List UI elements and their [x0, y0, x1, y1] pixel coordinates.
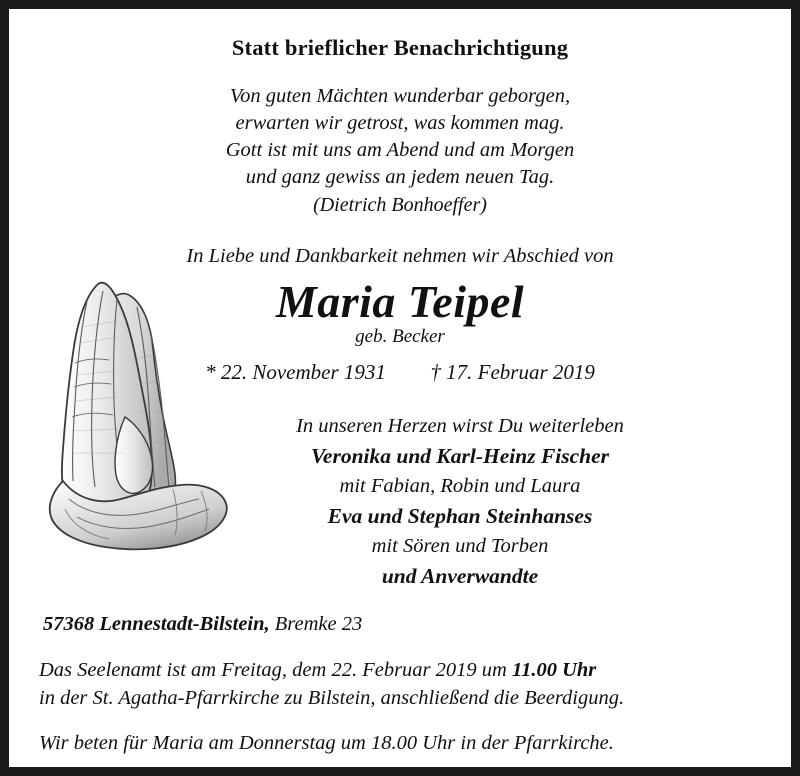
- deceased-maiden-name: geb. Becker: [355, 326, 445, 347]
- family-line: Eva und Stephan Steinhanses: [327, 504, 593, 528]
- service-time: 11.00 Uhr: [511, 659, 597, 681]
- deceased-name: Maria Teipel: [275, 276, 525, 327]
- family-block: [35, 411, 765, 591]
- obituary-content: [9, 9, 791, 767]
- verse-attribution: (Dietrich Bonhoeffer): [313, 194, 487, 216]
- death-date: † 17. Februar 2019: [430, 360, 595, 384]
- verse-line-3: Gott ist mit uns am Abend und am Morgen: [225, 139, 575, 161]
- address-line: [35, 613, 765, 636]
- page-title: Statt brieflicher Benachrichtigung: [231, 35, 569, 60]
- life-dates: [35, 360, 765, 385]
- verse-line-2: erwarten wir getrost, was kommen mag.: [235, 112, 565, 134]
- birth-date: * 22. November 1931: [205, 360, 386, 384]
- service-text-before: Das Seelenamt ist am Freitag, dem 22. Februar 2019 um: [39, 659, 512, 681]
- prayer-info: Wir beten für Maria am Donnerstag um 18.00 Uhr in der Pfarrkirche.: [39, 732, 614, 754]
- service-location: in der St. Agatha-Pfarrkirche zu Bilstein, anschließend die Beerdigung.: [39, 687, 625, 709]
- family-line: und Anverwandte: [381, 564, 539, 588]
- farewell-intro: In Liebe und Dankbarkeit nehmen wir Abschied von: [186, 245, 614, 267]
- verse-block: [35, 83, 765, 191]
- service-info: [35, 656, 765, 712]
- address-city: 57368 Lennestadt-Bilstein,: [43, 613, 270, 635]
- verse-line-4: und ganz gewiss an jedem neuen Tag.: [245, 166, 555, 188]
- verse-line-1: Von guten Mächten wunderbar geborgen,: [229, 85, 571, 107]
- address-street: Bremke 23: [269, 613, 363, 635]
- family-line: mit Fabian, Robin und Laura: [339, 475, 581, 497]
- family-line: Veronika und Karl-Heinz Fischer: [310, 444, 610, 468]
- family-line: mit Sören und Torben: [371, 535, 549, 557]
- family-line: In unseren Herzen wirst Du weiterleben: [296, 415, 624, 437]
- obituary-card: [9, 9, 791, 767]
